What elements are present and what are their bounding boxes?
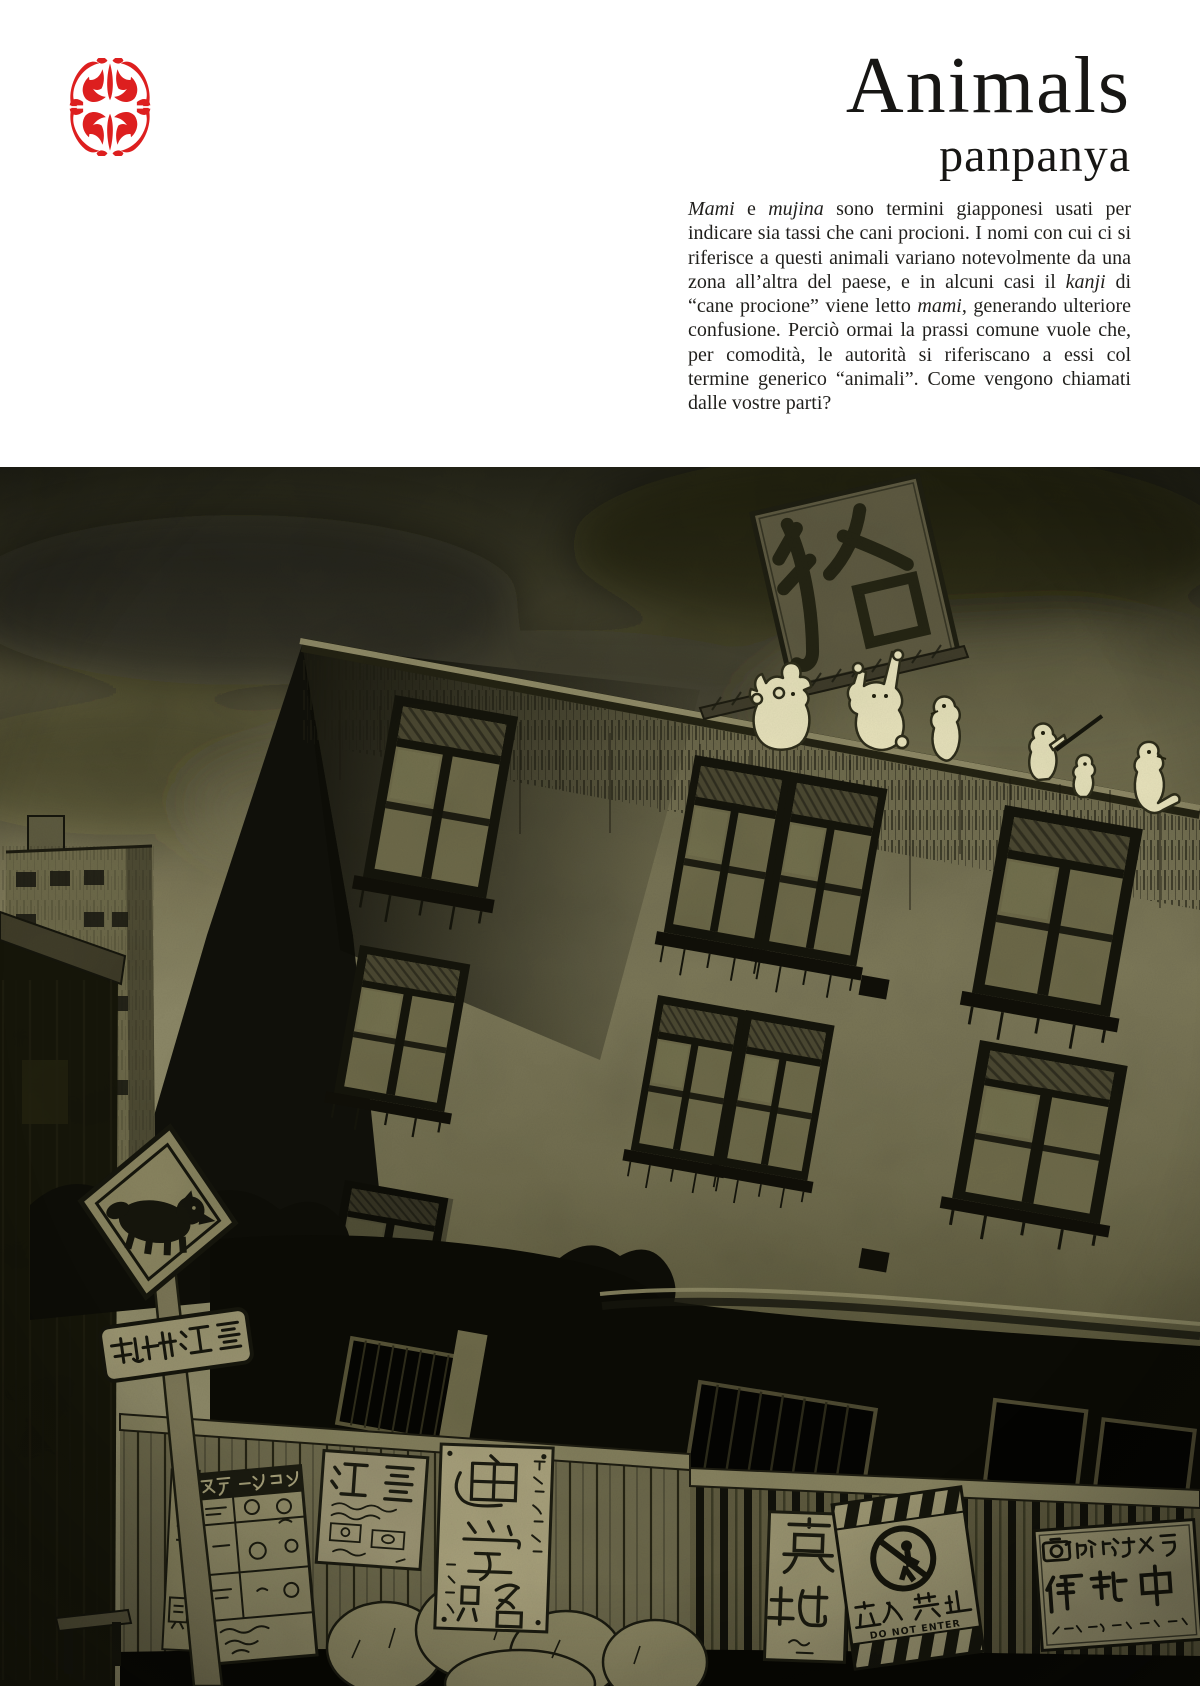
paper-texture bbox=[0, 467, 1200, 1686]
book-title: Animals bbox=[845, 42, 1131, 130]
publisher-logo-icon bbox=[68, 58, 152, 156]
intro-paragraph: Mami e mujina sono termini giapponesi usati per indicare sia tassi che cani procioni. I nomi con cui ci si riferisce a questi animali variano notevolmente da una zona all’altra del paese, e in alcuni casi il kanji di “cane procione” viene letto mami, generando ulteriore confusione. Perciò ormai la prassi comune vuole che, per comodità, le autorità si riferiscano a essi col termine generico “animali”. Come vengono chiamati dalle vostre parti? bbox=[688, 198, 1131, 415]
cover-illustration bbox=[0, 467, 1200, 1686]
author-name: panpanya bbox=[939, 129, 1131, 182]
